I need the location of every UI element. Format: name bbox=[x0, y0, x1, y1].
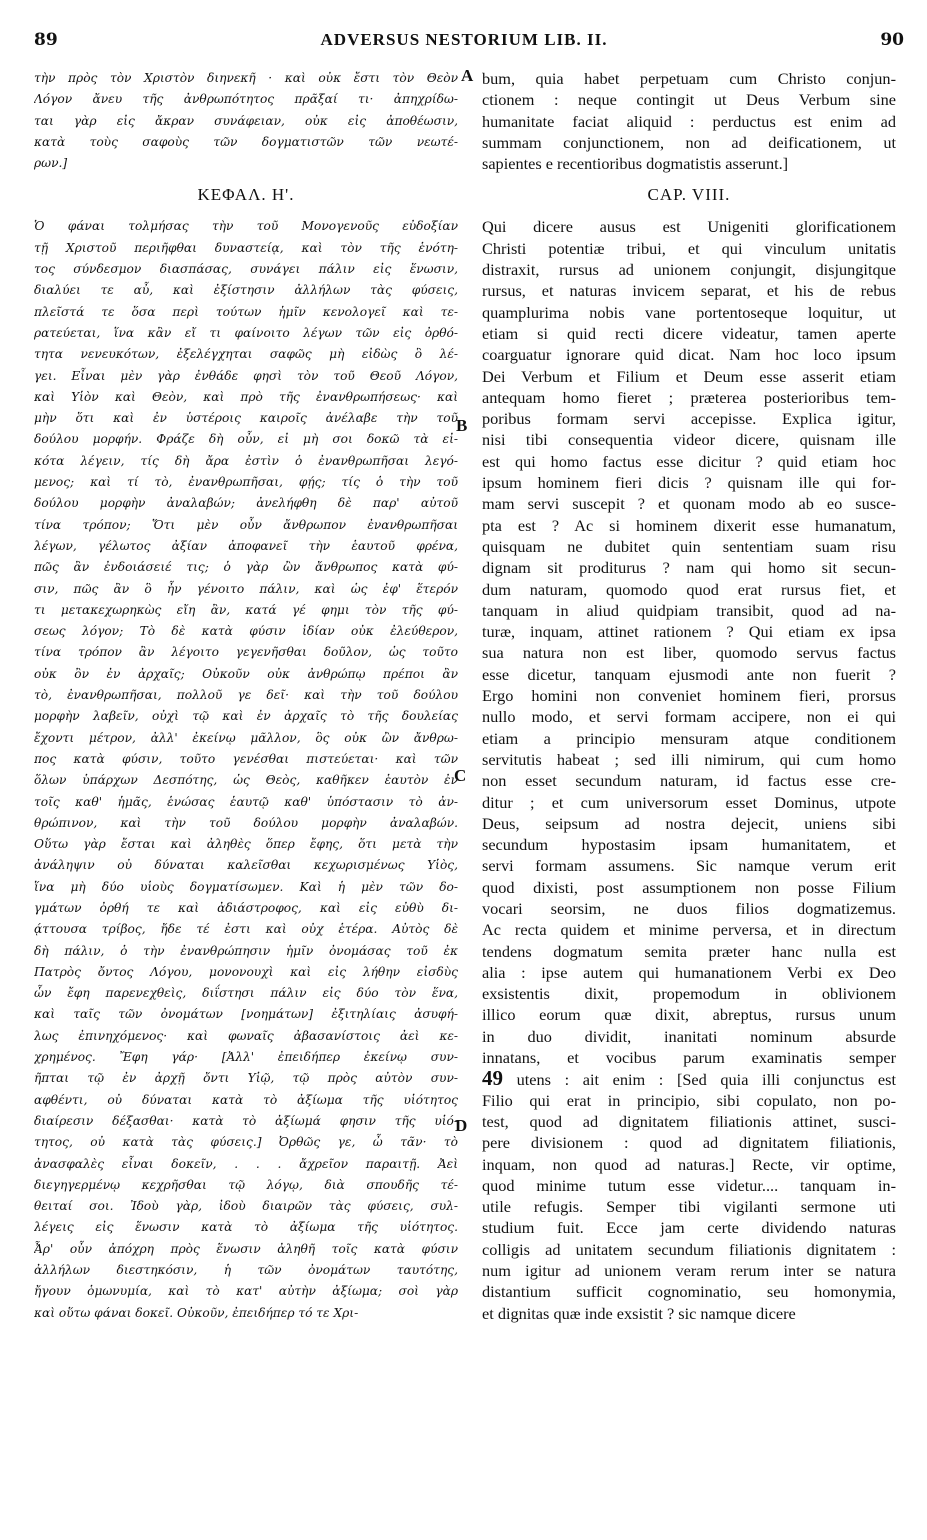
greek-text-line: δούλου μορφήν. Φράζε δὴ οὖν, εἰ μὴ σοι δοκῶ τὰ εἰ- bbox=[34, 432, 458, 447]
greek-text-line: καὶ οὕτω φάναι δοκεῖ. Οὐκοῦν, ἐπειδήπερ τό τε Χρι- bbox=[34, 1305, 359, 1320]
greek-text-line: οὐκ ὂν ἐν ἀρχαῖς; Οὐκοῦν οὐκ ἀνθρώπῳ πρέποι ἂν bbox=[34, 666, 458, 681]
latin-text-line: distantium sufficit cognominatio, seu homonymia, bbox=[482, 1282, 896, 1302]
greek-text-line: Ὁ φάναι τολμήσας τὴν τοῦ Μονογενοῦς εὐδοξίαν bbox=[34, 219, 458, 234]
greek-text-line: πῶς ἂν ἐνδοιάσειέ τις; ὁ γὰρ ὢν ἄνθρωπος κατὰ φύ- bbox=[34, 560, 458, 575]
latin-text-line: Ergo homini non conveniet hominem fieri, prorsus bbox=[482, 686, 896, 706]
greek-text-line: τὸ, ἐνανθρωπῆσαι, πολλοῦ γε δεῖ· καὶ τὴν τοῦ δούλου bbox=[34, 688, 458, 703]
latin-text-line: alia : ipse autem qui humanationem Verbi ex Deo bbox=[482, 962, 896, 982]
latin-text-line: ipsum hominem fieri dicis ? quisnam ille qui for- bbox=[482, 473, 896, 493]
chapter-heading-latin: CAP. VIII. bbox=[647, 185, 731, 205]
latin-text-line bbox=[482, 1068, 896, 1089]
latin-text-line: Qui dicere ausus est Unigeniti glorificationem bbox=[482, 217, 896, 237]
latin-text-line: Dei Verbum et Filium et Deum esse asserit etiam bbox=[482, 366, 896, 386]
latin-text-line: quamplurima nobis vane portentoseque loquitur, ut bbox=[482, 302, 896, 322]
greek-text-line: ρων.] bbox=[34, 156, 68, 171]
margin-letter-b: B bbox=[456, 416, 468, 435]
latin-text-line: servitutis habeat ; sed illi nimirum, qui cum homo bbox=[482, 749, 896, 769]
latin-text-line: rursus, et naturas invicem separat, et his de rebus bbox=[482, 281, 896, 301]
latin-text-line: ctionem : neque contingit ut Deus Verbum sine bbox=[482, 90, 896, 110]
greek-text-line: χρημένος. Ἔφη γάρ· [Ἀλλ' ἐπειδήπερ ἐκείνῳ συν- bbox=[34, 1050, 458, 1065]
latin-text-line: servi formam assumens. Sic namque verum erit bbox=[482, 856, 896, 876]
latin-text-line: coarguatur ignorare quid dicat. Nam hoc loco ipsum bbox=[482, 345, 896, 365]
latin-text-line: vocari seorsim, ne duos filios dogmatizemus. bbox=[482, 898, 896, 918]
latin-text-line: et dignitas quæ inde exsistit ? sic namque dicere bbox=[482, 1303, 796, 1323]
latin-text-line: quod dixisti, post assumptionem non posse Filium bbox=[482, 877, 896, 897]
latin-text-line: humanitate faciat aliquid : perductus est enim ad bbox=[482, 111, 896, 131]
latin-text-line: nisi tibi consequentia videor dicere, quisnam ille bbox=[482, 430, 896, 450]
greek-text-line: ὅλων ὑπάρχων Δεσπότης, ὡς Θεὸς, καθῆκεν ἑαυτὸν ἐν bbox=[34, 773, 458, 788]
greek-text-line: πλεῖστά τε ὅσα περὶ τούτων ἡμῖν κενολογεῖ καὶ τε- bbox=[34, 304, 458, 319]
latin-text-line: etiam si quid recti dicere videatur, tamen aperte bbox=[482, 323, 896, 343]
latin-text-line: in duo dividit, inanitati nominum absurde bbox=[482, 1026, 896, 1046]
page-number-left: 89 bbox=[34, 30, 58, 50]
greek-text-line: ται γὰρ εἰς ἄκραν συνάφειαν, οὐκ εἰς ἀποθέωσιν, bbox=[34, 113, 458, 128]
greek-text-line: σιν, πῶς ἂν ὃ ἦν γένοιτο πάλιν, καὶ ὡς ἐφ' ἕτερόν bbox=[34, 581, 458, 596]
latin-text-line: exsistentis dixit, propemodum in oblivionem bbox=[482, 984, 896, 1004]
greek-text-line: γει. Εἶναι μὲν γὰρ ἐνθάδε φησὶ τὸν τοῦ Θεοῦ Λόγον, bbox=[34, 368, 458, 383]
latin-text-line: quisquam ne dubitet quin sententiam suam risu bbox=[482, 536, 896, 556]
greek-text-line: διαίρεσιν δέξασθαι· κατὰ τὸ ἀξίωμά φησιν τῆς υἱό- bbox=[34, 1113, 458, 1128]
latin-text-line: pere divisionem : quod ad dignitatem filiationis, bbox=[482, 1133, 896, 1153]
greek-text-line: καὶ ταῖς τῶν ὀνομάτων [νοημάτων] ἐξιτηλίαις ἀσυφή- bbox=[34, 1007, 458, 1022]
latin-text-line: summam conjunctionem, non ad deificationem, ut bbox=[482, 132, 896, 152]
latin-text-line: bum, quia habet perpetuam cum Christo conjun- bbox=[482, 69, 896, 88]
greek-text-line: λέγεις εἰς ἕνωσιν κατὰ τὸ ἀξίωμα τῆς υἱότητος. bbox=[34, 1220, 458, 1235]
margin-letter-d: D bbox=[455, 1116, 468, 1135]
latin-text-line: antequam homo fieret ; præterea posterioribus tem- bbox=[482, 387, 896, 407]
greek-text-line: ἀνασφαλὲς εἶναι δοκεῖν, . . . ἄχρεῖον παραιτῇ. Ἀεὶ bbox=[34, 1156, 458, 1171]
greek-text-line: τῇ Χριστοῦ περιῆφθαι δυναστείᾳ, καὶ τὸν τῆς ἑνότη- bbox=[34, 240, 458, 255]
greek-text-line: τοῖς καθ' ἡμᾶς, ἑνώσας ἑαυτῷ καθ' ὑπόστασιν τὸ ἀν- bbox=[34, 794, 458, 809]
greek-text-line: ἀνάληψιν οὐ δύναται καλεῖσθαι κεχωρισμένως Υἱὸς, bbox=[34, 858, 458, 873]
greek-text-line: Οὕτω γὰρ ἔσται καὶ ἀληθὲς ὅπερ ἔφης, ὅτι μετὰ τὴν bbox=[34, 837, 458, 852]
greek-text-line: ῆπται τῷ ἐν ἀρχῇ ὄντι Υἱῷ, τῷ πρὸς αὐτὸν συν- bbox=[34, 1071, 458, 1086]
greek-text-line: ἵνα μὴ δύο υἱοὺς δογματίσωμεν. Καὶ ἡ μὲν τῶν δο- bbox=[34, 879, 458, 894]
latin-text-line: ditur ; et cum universorum esset Dominus, utpote bbox=[482, 792, 896, 812]
latin-text-line: quod minime tutum esse videtur.... tanquam in- bbox=[482, 1175, 896, 1195]
latin-text-line: num igitur ad unionem veram rerum inter se natura bbox=[482, 1261, 896, 1281]
latin-text-line: est qui homo factus esse dicitur ? quid etiam hoc bbox=[482, 451, 896, 471]
greek-text-line: πος κατὰ φύσιν, τοῦτο γενέσθαι πιστεύεται· καὶ τῶν bbox=[34, 751, 458, 766]
latin-text-line: esse dicetur, tanquam ejusmodi ante non fuerit ? bbox=[482, 664, 896, 684]
latin-text-line: nullo modo, et servi formam accipere, non ei qui bbox=[482, 707, 896, 727]
greek-text-line: ρατεύεται, ἵνα κἂν εἴ τι φαίνοιτο λέγων τῶν εἰς ὀρθό- bbox=[34, 325, 458, 340]
latin-text-line: colligis ad unitatem secundum filiationis dignitatem : bbox=[482, 1239, 896, 1259]
greek-text-line: μὴν ὅτι καὶ ἐν ὑστέροις καιροῖς ἀνέλαβε τὴν τοῦ bbox=[34, 411, 458, 426]
greek-text-line: θειταί σοι. Ἰδοὺ γὰρ, ἰδοὺ διαιρῶν τὰς φύσεις, συλ- bbox=[34, 1199, 458, 1214]
latin-text-line: innatans, et vocibus parum examinatis semper bbox=[482, 1048, 896, 1068]
latin-text-line: sapientes e recentioribus dogmatistis asserunt.] bbox=[482, 154, 789, 174]
greek-text-line: ἀλλήλων διεστηκόσιν, ἡ τῶν ὀνομάτων ταυτότης, bbox=[34, 1263, 458, 1278]
greek-text-line: τος σύνδεσμον διασπάσας, συνάγει πάλιν εἰς ἕνωσιν, bbox=[34, 262, 458, 277]
greek-text-line: Λόγον ἄνευ τῆς ἀνθρωπότητος πρᾶξαί τι· ἀπηχρίδω- bbox=[34, 92, 458, 107]
latin-text-line: dignam sit proditurus ? nam qui homo sit secun- bbox=[482, 558, 896, 578]
greek-text-line: θρώπινον, καὶ τὴν τοῦ δούλου μορφὴν ἀναλαβών. bbox=[34, 815, 458, 830]
latin-text-line: test, quod ad dignitatem filiationis attinet, susci- bbox=[482, 1111, 896, 1131]
latin-text-line: dum naturam, quomodo quod erat rursus fiet, et bbox=[482, 579, 896, 599]
latin-text-line: mam servi suscepit ? et quonam modo ab eo susce- bbox=[482, 494, 896, 514]
greek-text-line: δούλου μορφὴν ἀναλαβών; ἀνελήφθη δὲ παρ' αὐτοῦ bbox=[34, 496, 458, 511]
latin-text-fragment: utens : ait enim : [Sed quia illi conjunctus est bbox=[516, 1070, 896, 1090]
greek-text-line: λως ἐπινηχόμενος· καὶ φωναῖς ἀβασανίστοις ἀεὶ κε- bbox=[34, 1028, 458, 1043]
greek-text-line: μορφὴν λαβεῖν, οὐχὶ τῷ καὶ ἐν ἀρχαῖς τὸ τῆς δουλείας bbox=[34, 709, 458, 724]
latin-text-line: pta est ? Ac si hominem dixerit esse humanatum, bbox=[482, 515, 896, 535]
latin-text-line: secundum hypostasim ipsam humanitatem, et bbox=[482, 835, 896, 855]
greek-text-line: κότα λέγειν, τίς δὴ ἄρα ἐστὶν ὁ ἐνανθρωπῆσαι λεγό- bbox=[34, 453, 458, 468]
running-title: ADVERSUS NESTORIUM LIB. II. bbox=[320, 30, 608, 49]
running-head bbox=[24, 30, 904, 64]
original-page-marker: 49 bbox=[482, 1068, 503, 1090]
latin-text-line: Deus, seipsum ad nostra dejecit, uniens sibi bbox=[482, 813, 896, 833]
greek-text-line: τητα νενευκότων, ἐξελέγχηται σαφῶς μὴ εἰδὼς ὃ λέ- bbox=[34, 347, 458, 362]
latin-text-line: distraxit, rursus ad unionem conjungit, disjungitque bbox=[482, 260, 896, 280]
margin-letter-c: C bbox=[454, 766, 467, 785]
greek-text-line: ἔχοντι μέτρον, ἀλλ' ἐκείνῳ μᾶλλον, ὃς οὐκ ὢν ἄνθρω- bbox=[34, 730, 458, 745]
greek-text-line: αφθέντι, οὐ δύναται κατὰ τὸ ἀξίωμα τῆς υἱότητος bbox=[34, 1092, 458, 1107]
latin-text-line: utile refugis. Semper tibi vigilanti sermone uti bbox=[482, 1197, 896, 1217]
latin-column bbox=[482, 68, 896, 1324]
greek-text-line: διεγηγερμένῳ κεχρῆσθαι τῷ λόγῳ, διὰ σπουδῆς τέ- bbox=[34, 1177, 458, 1192]
greek-text-line: τίνα τρόπον; Ὅτι μὲν οὖν ἄνθρωπον ἐνανθρωπῆσαι bbox=[34, 517, 458, 532]
greek-text-line: μενος; καὶ τί τὸ, ἐνανθρωπῆσαι, φῄς; τίς ὁ τὴν τοῦ bbox=[34, 475, 458, 490]
greek-text-line: ἤγουν ὁμωνυμία, καὶ τὸ κατ' αὐτὴν ἀξίωμα; σοὶ γὰρ bbox=[34, 1284, 458, 1299]
latin-text-line: turæ, inquam, attinet rationem ? Qui etiam ex ipsa bbox=[482, 622, 896, 642]
greek-text-line: Ἆρ' οὖν ἀπόχρη πρὸς ἕνωσιν ἀληθῆ τοῖς κατὰ φύσιν bbox=[34, 1241, 458, 1256]
greek-text-line: διαλύει τε αὖ, καὶ ἐξίστησιν ἀλλήλων τὰς φύσεις, bbox=[34, 283, 458, 298]
latin-text-line: tendens dogmatum semita præter hanc nulla est bbox=[482, 941, 896, 961]
greek-text-line: Πατρὸς ὄντος Λόγου, μονονουχὶ καὶ εἰς λήθην εἰσδὺς bbox=[34, 964, 458, 979]
greek-text-line: κατὰ τοὺς σαφοὺς τῶν δογματιστῶν τῶν νεωτέ- bbox=[34, 134, 458, 149]
latin-text-line: Filio qui erat in principio, sibi copulato, non po- bbox=[482, 1090, 896, 1110]
greek-column bbox=[34, 68, 458, 1324]
latin-text-line: etiam a principio mensuram atque conditionem bbox=[482, 728, 896, 748]
margin-letter-a: A bbox=[461, 66, 474, 85]
latin-text-line: Ac recta quidem et minime perversa, et in directum bbox=[482, 920, 896, 940]
chapter-heading-greek: ΚΕΦΑΛ. Η'. bbox=[197, 185, 295, 205]
greek-text-line: σεως λόγον; Τὸ δὲ κατὰ φύσιν ἰδίαν οὐκ ἐλεύθερον, bbox=[34, 624, 458, 639]
latin-text-line: inquam, non quod ad naturas.] Recte, vir optime, bbox=[482, 1154, 896, 1174]
greek-text-line: λέγων, γέλωτος ἀξίαν ἀποφανεῖ τὴν ἑαυτοῦ φρένα, bbox=[34, 538, 458, 553]
greek-text-line: τίνα τρόπον ἂν λέγοιτο γεγενῆσθαι δοῦλον, ὡς τοῦτο bbox=[34, 645, 458, 660]
greek-text-line: γμάτων ὀρθή τε καὶ ἀδιάστροφος, καὶ εἰς εὐθὺ δι- bbox=[34, 900, 458, 915]
latin-text-line: sua natura non est liber, quomodo servus factus bbox=[482, 643, 896, 663]
latin-text-line: tanquam in aliud quidpiam transibit, quod ad na- bbox=[482, 600, 896, 620]
greek-text-line: καὶ Υἱὸν καὶ Θεὸν, καὶ πρὸ τῆς ἐνανθρωπήσεως· καὶ bbox=[34, 389, 458, 404]
greek-text-line: ᾴττουσα τρίβος, ἤδε τέ ἐστι καὶ οὐχ ἑτέρα. Αὐτὸς δὲ bbox=[34, 922, 458, 937]
latin-text-line: Christi potentiæ tribui, et qui vinculum unitatis bbox=[482, 238, 896, 258]
greek-text-line: δὴ πάλιν, ὁ τὴν ἐνανθρώπησιν ἡμῖν ὀνομάσας τοῦ ἐκ bbox=[34, 943, 458, 958]
latin-text-line: non esset secundum naturam, id factus esse cre- bbox=[482, 771, 896, 791]
greek-text-line: τι μετακεχωρηκὼς εἴη ἂν, κατά γέ φημι τὸν τῆς φύ- bbox=[34, 602, 458, 617]
latin-text-line: poribus formam servi accepisse. Explica igitur, bbox=[482, 409, 896, 429]
page-number-right: 90 bbox=[880, 30, 904, 50]
greek-text-line: τὴν πρὸς τὸν Χριστὸν διηνεκῆ · καὶ οὐκ ἔστι τὸν Θεὸν bbox=[34, 71, 458, 85]
greek-text-line: τητος, οὐ κατὰ τὰς φύσεις.] Ὀρθῶς γε, ὦ τᾶν· τὸ bbox=[34, 1135, 458, 1150]
greek-text-line: ὧν ἔφη παρενεχθεὶς, διΐστησι πάλιν εἰς δύο τὸν ἕνα, bbox=[34, 986, 458, 1001]
latin-text-line: illico eorum quæ dixit, abreptus, rursus unum bbox=[482, 1005, 896, 1025]
latin-text-line: studium fuit. Ecce jam certe dividendo naturas bbox=[482, 1218, 896, 1238]
